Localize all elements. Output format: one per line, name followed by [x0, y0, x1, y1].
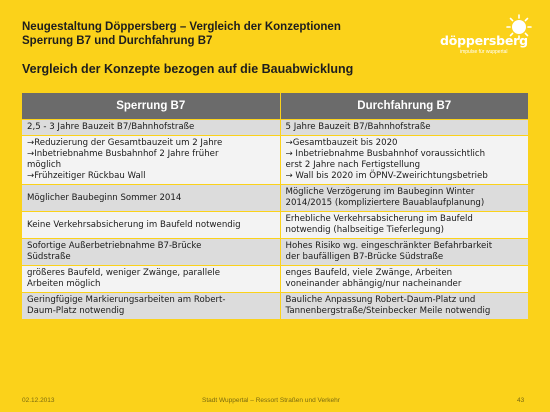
table-row [22, 293, 528, 320]
cell-text-line: Möglicher Baubeginn Sommer 2014 [27, 192, 182, 203]
cell-text-line: Hohes Risiko wg. eingeschränkter Befahrbarkeit [285, 241, 493, 251]
slide-subtitle: Vergleich der Konzepte bezogen auf die Bauabwicklung [22, 62, 354, 76]
cell-text-line: 2014/2015 (kompliziertere Bauablaufplanung) [285, 198, 485, 208]
cell-text-line: Sofortige Außerbetriebnahme B7-Brücke [27, 241, 202, 251]
logo-wordmark: döppersberg [440, 33, 528, 48]
footer-date: 02.12.2013 [22, 397, 55, 404]
cell-durchfahrung [280, 212, 528, 239]
table-row [22, 239, 528, 266]
cell-text-line: → Wall bis 2020 im ÖPNV-Zweirichtungsbetrieb [285, 171, 488, 181]
cell-durchfahrung [280, 136, 528, 185]
cell-text-line: Arbeiten möglich [27, 279, 101, 289]
cell-text-line: größeres Baufeld, weniger Zwänge, parallele [27, 268, 221, 278]
cell-text-line: Südstraße [27, 252, 71, 262]
cell-text-line: →Gesamtbauzeit bis 2020 [285, 138, 398, 148]
cell-text-line: voneinander abhängig/nur nacheinander [285, 279, 462, 289]
cell-durchfahrung [280, 120, 528, 136]
column-header-durchfahrung: Durchfahrung B7 [280, 93, 528, 120]
cell-text-line: möglich [27, 160, 62, 170]
cell-sperrung [22, 185, 280, 212]
cell-text-line: →Inbetriebnahme Busbahnhof 2 Jahre früher [27, 149, 219, 159]
logo-tagline: impulse für wuppertal [460, 49, 508, 55]
table-header-row [22, 93, 528, 120]
cell-durchfahrung [280, 185, 528, 212]
table-body [22, 120, 528, 320]
header-title-line-2: Sperrung B7 und Durchfahrung B7 [22, 35, 213, 47]
table-row [22, 266, 528, 293]
footer-organization: Stadt Wuppertal – Ressort Straßen und Verkehr [202, 397, 340, 404]
cell-durchfahrung [280, 293, 528, 320]
cell-sperrung [22, 136, 280, 185]
cell-sperrung [22, 266, 280, 293]
cell-text-line: →Reduzierung der Gesamtbauzeit um 2 Jahre [27, 138, 223, 148]
cell-text-line: 2,5 - 3 Jahre Bauzeit B7/Bahnhofstraße [27, 122, 195, 132]
table-row [22, 120, 528, 136]
cell-text-line: Bauliche Anpassung Robert-Daum-Platz und [285, 295, 476, 305]
cell-text-line: Tannenbergstraße/Steinbecker Meile notwendig [285, 306, 491, 316]
cell-sperrung [22, 120, 280, 136]
cell-durchfahrung [280, 266, 528, 293]
cell-text-line: der baufälligen B7-Brücke Südstraße [285, 252, 444, 262]
cell-sperrung [22, 212, 280, 239]
cell-text-line: Daum-Platz notwendig [27, 306, 125, 316]
footer-page-number: 43 [517, 397, 525, 404]
cell-sperrung [22, 239, 280, 266]
slide-header [22, 20, 442, 48]
cell-text-line: notwendig (halbseitige Tieferlegung) [285, 225, 444, 235]
cell-text-line: Geringfügige Markierungsarbeiten am Robert- [27, 295, 226, 305]
cell-text-line: Mögliche Verzögerung im Baubeginn Winter [285, 187, 475, 197]
header-title-line-1: Neugestaltung Döppersberg – Vergleich der Konzeptionen [22, 21, 341, 33]
cell-text-line: →Frühzeitiger Rückbau Wall [27, 171, 146, 181]
cell-text-line: enges Baufeld, viele Zwänge, Arbeiten [285, 268, 453, 278]
cell-text-line: Keine Verkehrsabsicherung im Baufeld notwendig [27, 219, 241, 230]
comparison-table [22, 93, 528, 320]
column-header-sperrung: Sperrung B7 [22, 93, 280, 120]
table-row [22, 212, 528, 239]
doeppersberg-logo [440, 12, 536, 58]
cell-sperrung [22, 293, 280, 320]
cell-text-line: → Inbetriebnahme Busbahnhof voraussichtlich [285, 149, 486, 159]
cell-text-line: Erhebliche Verkehrsabsicherung im Baufeld [285, 214, 473, 224]
cell-text-line: 5 Jahre Bauzeit B7/Bahnhofstraße [285, 122, 431, 132]
cell-text-line: erst 2 Jahre nach Fertigstellung [285, 160, 421, 170]
table-row [22, 136, 528, 185]
cell-durchfahrung [280, 239, 528, 266]
table-row [22, 185, 528, 212]
